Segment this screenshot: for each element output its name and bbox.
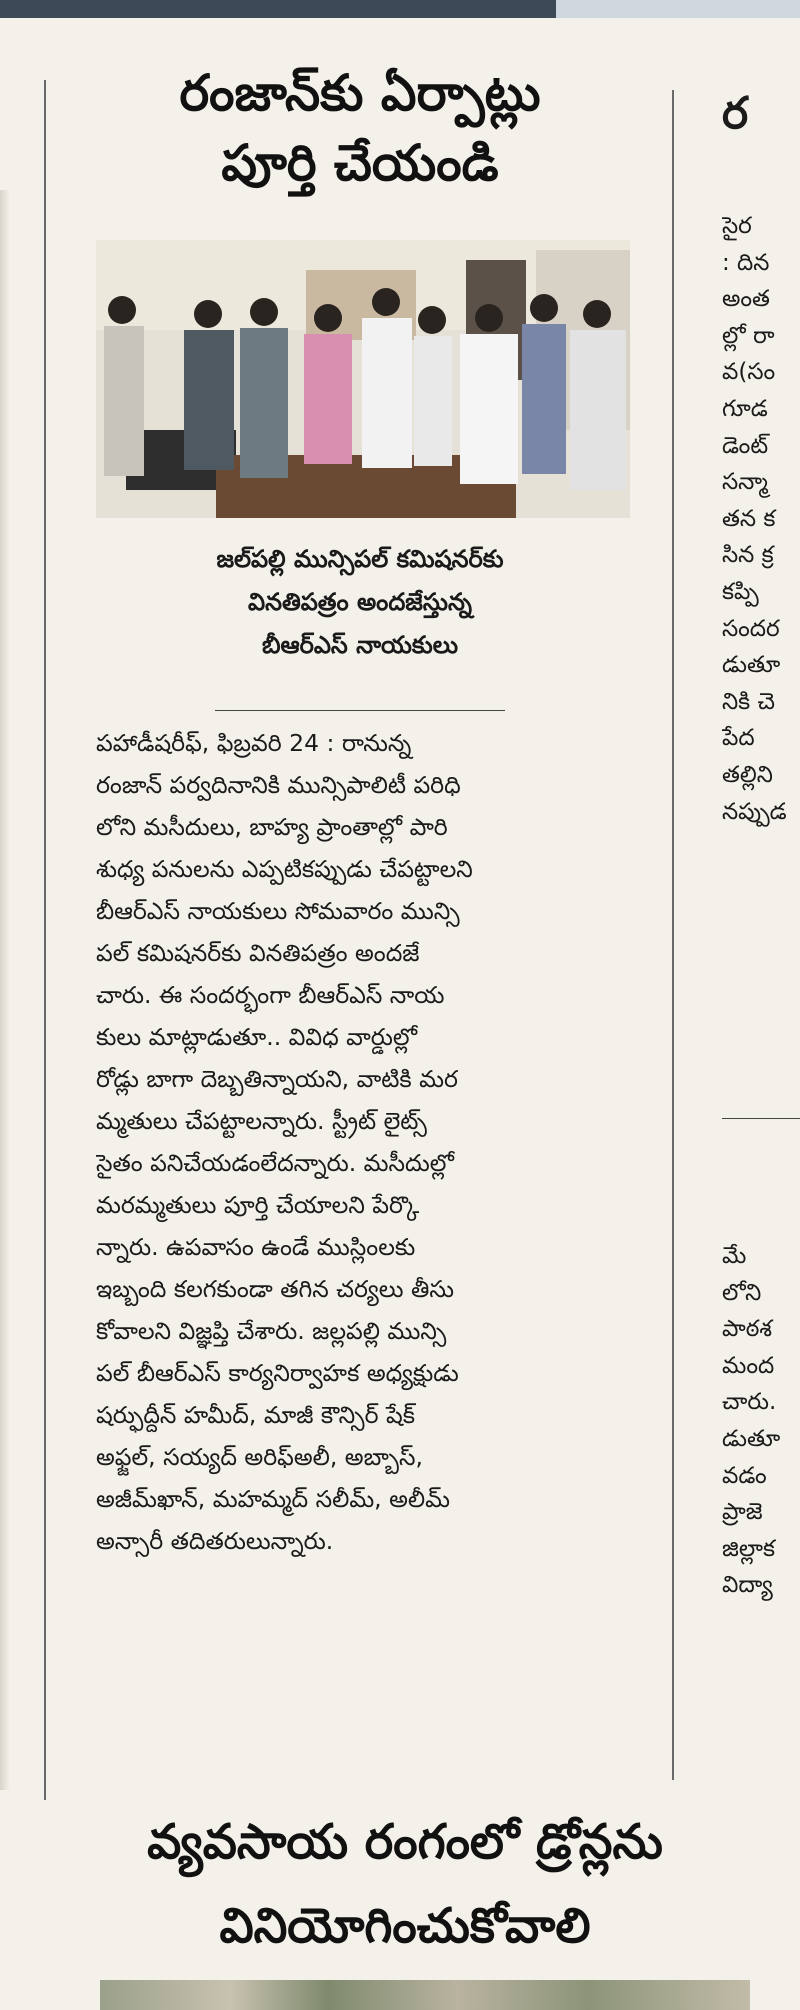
article-line: బీఆర్‌ఎస్ నాయకులు సోమవారం మున్సి bbox=[96, 897, 460, 925]
bottom-article-photo bbox=[100, 1980, 750, 2010]
right-column-line: గూడ bbox=[722, 395, 768, 422]
right-column-line: కప్పి bbox=[722, 578, 759, 605]
right-column-headline-fragment: ర bbox=[722, 88, 749, 139]
right-column-line: తల్లిని bbox=[722, 761, 773, 788]
right-column-line: డుతూ bbox=[722, 652, 781, 679]
article-line: మ్మతులు చేపట్టాలన్నారు. స్ట్రీట్ లైట్స్ bbox=[96, 1107, 427, 1135]
article-line: అన్సారీ తదితరులున్నారు. bbox=[96, 1527, 334, 1555]
right-column-rule bbox=[672, 90, 674, 1780]
article-line: మరమ్మతులు పూర్తి చేయాలని పేర్కొ bbox=[96, 1191, 420, 1219]
top-light-band bbox=[556, 0, 800, 18]
bottom-headline bbox=[95, 1800, 715, 1968]
right-column-line: సిన క్ర bbox=[722, 542, 774, 569]
right-column-line: నికి చె bbox=[722, 688, 775, 715]
right-column-line: పేద bbox=[722, 725, 755, 752]
top-dark-band bbox=[0, 0, 556, 18]
article-photo bbox=[96, 240, 630, 518]
left-column-edge bbox=[0, 190, 10, 1790]
left-column-rule bbox=[44, 80, 46, 1800]
bottom-headline-line-2: వినియోగించుకోవాలి bbox=[219, 1898, 591, 1954]
article-body bbox=[96, 722, 632, 1562]
article-line: చారు. ఈ సందర్భంగా బీఆర్‌ఎస్ నాయ bbox=[96, 981, 445, 1009]
right-column-line: ల్లో రా bbox=[722, 322, 775, 349]
article-line: పల్ బీఆర్‌ఎస్ కార్యనిర్వాహక అధ్యక్షుడు bbox=[96, 1359, 459, 1387]
article-line: శుధ్య పనులను ఎప్పటికప్పుడు చేపట్టాలని bbox=[96, 855, 473, 883]
article-line: కోవాలని విజ్ఞప్తి చేశారు. జల్లపల్లి మున్సి bbox=[96, 1317, 447, 1345]
article-line: అఫ్జల్, సయ్యద్ అరిఫ్‌అలీ, అబ్బాస్, bbox=[96, 1443, 423, 1471]
photo-caption bbox=[120, 538, 600, 667]
right-column-line: ప్రాజె bbox=[722, 1499, 763, 1526]
right-column-line: మంద bbox=[722, 1352, 775, 1379]
right-column-line: మే bbox=[722, 1243, 747, 1269]
right-column-line: డుతూ bbox=[722, 1425, 781, 1452]
article-line: రోడ్లు బాగా దెబ్బతిన్నాయని, వాటికి మర bbox=[96, 1065, 458, 1093]
right-column-line: డెంట్ bbox=[722, 432, 769, 459]
headline-line-2: పూర్తి చేయండి bbox=[221, 134, 499, 192]
article-line: కులు మాట్లాడుతూ.. వివిధ వార్డుల్లో bbox=[96, 1023, 418, 1051]
bottom-headline-line-1: వ్యవసాయ రంగంలో డ్రోన్లను bbox=[147, 1814, 663, 1870]
article-line: రంజాన్ పర్వదినానికి మున్సిపాలిటీ పరిధి bbox=[96, 771, 461, 799]
right-column-line: అంత bbox=[722, 286, 770, 313]
right-column-line: నప్పుడ bbox=[722, 798, 787, 825]
caption-line-1: జల్‌పల్లి మున్సిపల్ కమిషనర్‌కు bbox=[216, 545, 504, 573]
right-column-line: తన క bbox=[722, 505, 776, 532]
article-line: లోని మసీదులు, బాహ్య ప్రాంతాల్లో పారి bbox=[96, 813, 448, 841]
right-column-line: వడం bbox=[722, 1462, 767, 1489]
right-column-line: లోని bbox=[722, 1279, 762, 1306]
right-column-text-a bbox=[722, 208, 800, 830]
article-line: పల్ కమిషనర్‌కు వినతిపత్రం అందజే bbox=[96, 939, 420, 967]
article-line: అజీమ్‌ఖాన్, మహమ్మద్ సలీమ్, అలీమ్ bbox=[96, 1485, 451, 1513]
right-column-line: వ(సం bbox=[722, 359, 776, 386]
right-column-line: జిల్లాక bbox=[722, 1535, 776, 1562]
right-column-line: సన్మా bbox=[722, 469, 768, 496]
article-line: న్నారు. ఉపవాసం ఉండే ముస్లింలకు bbox=[96, 1233, 416, 1261]
article-line: పహాడీషరీఫ్, ఫిబ్రవరి 24 : రానున్న bbox=[96, 729, 412, 757]
right-column-line: సైర bbox=[722, 213, 752, 239]
headline-line-1: రంజాన్‌కు ఏర్పాట్లు bbox=[179, 64, 541, 122]
article-line: సైతం పనిచేయడంలేదన్నారు. మసీదుల్లో bbox=[96, 1149, 454, 1177]
right-column-line: పాఠశ bbox=[722, 1316, 773, 1343]
article-line: షర్ఫుద్దీన్ హమీద్, మాజీ కౌన్సిర్ షేక్ bbox=[96, 1401, 416, 1429]
right-column-line: సందర bbox=[722, 615, 780, 642]
right-column-line: చారు. bbox=[722, 1389, 777, 1416]
caption-line-2: వినతిపత్రం అందజేస్తున్న bbox=[248, 588, 472, 616]
caption-line-3: బీఆర్‌ఎస్ నాయకులు bbox=[261, 631, 459, 659]
right-column-divider bbox=[722, 1118, 800, 1119]
article-headline bbox=[80, 58, 640, 198]
right-column-line: : దిన bbox=[722, 249, 770, 276]
article-line: ఇబ్బంది కలగకుండా తగిన చర్యలు తీసు bbox=[96, 1275, 454, 1303]
right-column-text-b bbox=[722, 1238, 800, 1604]
right-column-line: విద్యా bbox=[722, 1572, 773, 1599]
caption-divider bbox=[215, 710, 505, 711]
